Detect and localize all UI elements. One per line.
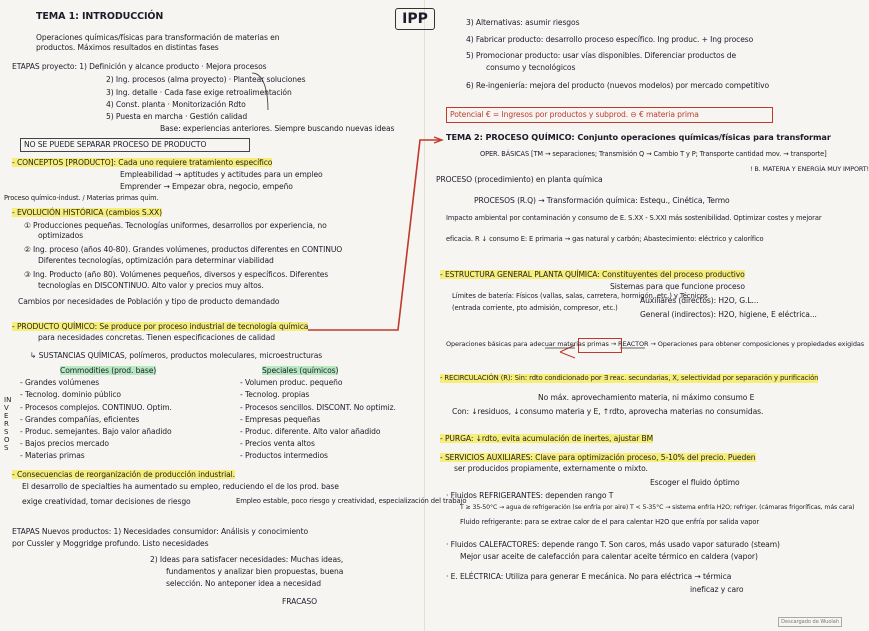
- note-line: selección. No anteponer idea a necesidad: [166, 579, 321, 588]
- note-line: productos. Máximos resultados en distintas fases: [36, 43, 219, 52]
- note-line: - ESTRUCTURA GENERAL PLANTA QUÍMICA: Constituyentes del proceso productivo: [440, 270, 745, 279]
- note-line: - Productos intermedios: [240, 451, 328, 460]
- inversos-label: INVERSOS: [4, 396, 12, 452]
- note-line: Empleo estable, poco riesgo y creatividad, especialización del trabajo: [236, 497, 467, 505]
- note-line: tecnologías en DISCONTINUO. Alto valor y precios muy altos.: [38, 281, 264, 290]
- note-line: - PRODUCTO QUÍMICO: Se produce por proceso industrial de tecnología química: [12, 322, 309, 331]
- note-line: - Precios venta altos: [240, 439, 315, 448]
- note-line: Fluido refrigerante: para se extrae calor de el para calentar H2O que enfría por salida vapor: [460, 518, 760, 526]
- note-line: - Empresas pequeñas: [240, 415, 321, 424]
- note-line: ! B. MATERIA Y ENERGÍA MUY IMPORT!: [750, 165, 869, 173]
- note-line: ① Producciones pequeñas. Tecnologías uniformes, desarrollos por experiencia, no: [24, 221, 327, 230]
- note-line: PROCESO (procedimiento) en planta química: [436, 175, 603, 184]
- note-line: NO SE PUEDE SEPARAR PROCESO DE PRODUCTO: [24, 140, 207, 149]
- note-line: Base: experiencias anteriores. Siempre buscando nuevas ideas: [160, 124, 395, 133]
- note-line: para necesidades concretas. Tienen especificaciones de calidad: [38, 333, 275, 342]
- note-line: Operaciones químicas/físicas para transformación de materias en: [36, 33, 280, 42]
- tema2-title: TEMA 2: PROCESO QUÍMICO: Conjunto operaciones químicas/físicas para transformar: [446, 132, 831, 142]
- note-line: ser producidos propiamente, externamente o mixto.: [454, 464, 648, 473]
- note-line: exige creatividad, tomar decisiones de riesgo: [22, 497, 191, 506]
- note-line: Commodities (prod. base): [60, 366, 157, 375]
- note-line: - CONCEPTOS [PRODUCTO]: Cada uno requiere tratamiento específico: [12, 158, 273, 167]
- note-line: ↳ SUSTANCIAS QUÍMICAS, polímeros, productos moleculares, microestructuras: [30, 351, 323, 360]
- note-line: Operaciones básicas para adecuar materias primas → REACTOR → Operaciones para obtener composiciones y propiedades exigidas: [446, 340, 865, 348]
- note-line: Emprender → Empezar obra, negocio, empeño: [120, 182, 293, 191]
- note-line: Cambios por necesidades de Población y tipo de producto demandado: [18, 297, 280, 306]
- note-line: · E. ELÉCTRICA: Utiliza para generar E mecánica. No para eléctrica → térmica: [446, 572, 732, 581]
- note-line: - Materias primas: [20, 451, 85, 460]
- note-line: - Grandes volúmenes: [20, 378, 100, 387]
- note-line: T ≥ 35-50°C → agua de refrigeración (se enfría por aire) T < 5-35°C → sistema enfría H2O; refriger. (cámaras frigoríficas, más cara): [460, 504, 855, 511]
- note-line: 4) Fabricar producto: desarrollo proceso específico. Ing produc. + Ing proceso: [466, 35, 754, 44]
- note-line: ETAPAS Nuevos productos: 1) Necesidades consumidor: Análisis y conocimiento: [12, 527, 309, 536]
- note-line: - Volumen produc. pequeño: [240, 378, 343, 387]
- note-line: ③ Ing. Producto (año 80). Volúmenes pequeños, diversos y específicos. Diferentes: [24, 270, 329, 279]
- note-line: ETAPAS proyecto: 1) Definición y alcance producto · Mejora procesos: [12, 62, 267, 71]
- note-line: - Consecuencias de reorganización de producción industrial.: [12, 470, 235, 479]
- note-line: - Tecnolog. propias: [240, 390, 310, 399]
- watermark: Descargado de Wuolah: [778, 617, 842, 627]
- note-line: 6) Re-ingeniería: mejora del producto (nuevos modelos) por mercado competitivo: [466, 81, 770, 90]
- note-line: 5) Puesta en marcha · Gestión calidad: [106, 112, 248, 121]
- note-line: 2) Ideas para satisfacer necesidades: Muchas ideas,: [150, 555, 344, 564]
- note-line: consumo y tecnológicos: [486, 63, 576, 72]
- note-line: ② Ing. proceso (años 40-80). Grandes volúmenes, productos diferentes en CONTINUO: [24, 245, 343, 254]
- ipp-badge: IPP: [395, 8, 435, 30]
- note-line: eficacia. R ↓ consumo E: E primaria → gas natural y carbón; Abastecimiento: eléctrico y calorífico: [446, 235, 764, 243]
- note-line: General (indirectos): H2O, higiene, E eléctrica...: [640, 310, 817, 319]
- note-line: Auxiliares (directos): H2O, G.L...: [640, 296, 759, 305]
- note-line: El desarrollo de specialties ha aumentado su empleo, reduciendo el de los prod. base: [22, 482, 339, 491]
- note-line: Sistemas para que funcione proceso: [610, 282, 745, 291]
- note-line: Diferentes tecnologías, optimización para determinar viabilidad: [38, 256, 274, 265]
- note-line: - RECIRCULACIÓN (R): Sin: rdto condicionado por ∃ reac. secundarias, X, selectividad por separación y purificación: [440, 374, 819, 382]
- note-line: - Tecnolog. dominio público: [20, 390, 121, 399]
- note-line: · Fluidos CALEFACTORES: depende rango T. Son caros, más usado vapor saturado (steam): [446, 540, 780, 549]
- note-line: - Procesos sencillos. DISCONT. No optimiz.: [240, 403, 396, 412]
- note-line: Potencial € = Ingresos por productos y subprod. ⊖ € materia prima: [450, 110, 699, 119]
- note-line: - Produc. semejantes. Bajo valor añadido: [20, 427, 172, 436]
- note-line: Speciales (químicos): [262, 366, 339, 375]
- note-line: fundamentos y analizar bien propuestas, buena: [166, 567, 344, 576]
- note-line: optimizados: [38, 231, 84, 240]
- note-line: 3) Ing. detalle · Cada fase exige retroalimentación: [106, 88, 292, 97]
- note-line: Con: ↓residuos, ↓consumo materia y E, ↑rdto, aprovecha materias no consumidas.: [452, 407, 764, 416]
- note-line: · Fluidos REFRIGERANTES: dependen rango T: [446, 491, 614, 500]
- note-line: 2) Ing. procesos (alma proyecto) · Plantear soluciones: [106, 75, 306, 84]
- note-line: 5) Promocionar producto: usar vías disponibles. Diferenciar productos de: [466, 51, 737, 60]
- note-line: No máx. aprovechamiento materia, ni máximo consumo E: [538, 393, 755, 402]
- note-line: PROCESOS (R.Q) → Transformación química: Estequ., Cinética, Termo: [474, 196, 730, 205]
- note-line: Mejor usar aceite de calefacción para calentar aceite térmico en caldera (vapor): [460, 552, 758, 561]
- note-line: - PURGA: ↓rdto, evita acumulación de inertes, ajustar BM: [440, 434, 654, 443]
- note-line: Escoger el fluido óptimo: [650, 478, 740, 487]
- note-line: OPER. BÁSICAS [TM → separaciones; Transmisión Q → Cambio T y P; Transporte cantidad mov. → transporte]: [480, 150, 827, 158]
- note-line: por Cussler y Moggridge profundo. Listo necesidades: [12, 539, 209, 548]
- note-line: Proceso químico-indust. / Materias primas quím.: [4, 194, 159, 202]
- note-line: - SERVICIOS AUXILIARES: Clave para optimización proceso, 5-10% del precio. Pueden: [440, 453, 756, 462]
- note-line: - Bajos precios mercado: [20, 439, 109, 448]
- tema1-title: TEMA 1: INTRODUCCIÓN: [36, 11, 164, 22]
- note-line: - Procesos complejos. CONTINUO. Optim.: [20, 403, 172, 412]
- note-line: Impacto ambiental por contaminación y consumo de E. S.XX - S.XXI más sostenibilidad. Optimizar costes y mejorar: [446, 214, 822, 222]
- note-line: Límites de batería: Físicos (vallas, salas, carretera, hormigón, etc.) y Técnicos: [452, 292, 708, 300]
- note-line: - EVOLUCIÓN HISTÓRICA (cambios S.XX): [12, 208, 162, 217]
- note-line: FRACASO: [282, 597, 317, 606]
- note-line: - Grandes compañías, eficientes: [20, 415, 140, 424]
- note-line: 4) Const. planta · Monitorización Rdto: [106, 100, 246, 109]
- note-line: - Produc. diferente. Alto valor añadido: [240, 427, 381, 436]
- note-line: 3) Alternativas: asumir riesgos: [466, 18, 580, 27]
- note-line: ineficaz y caro: [690, 585, 744, 594]
- note-line: Empleabilidad → aptitudes y actitudes para un empleo: [120, 170, 323, 179]
- note-line: (entrada corriente, pto admisión, compresor, etc.): [452, 304, 618, 312]
